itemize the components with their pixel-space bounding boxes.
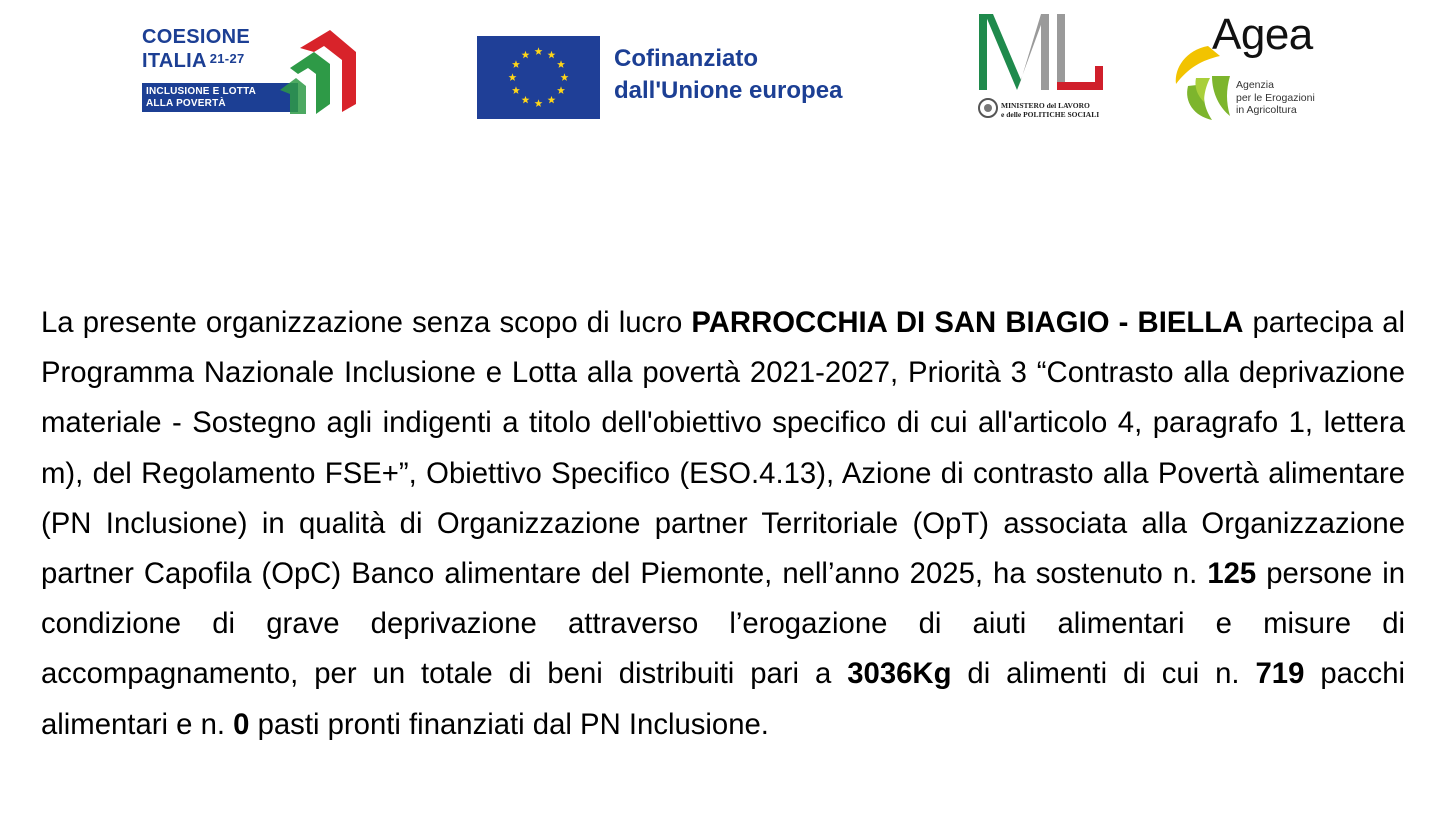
statement-part6: pasti pronti finanziati dal PN Inclusione. (249, 707, 769, 741)
coesione-line2: ITALIA (142, 50, 207, 72)
eu-text-line2: dall'Unione europea (614, 77, 843, 104)
statement-part2: partecipa al Programma Nazionale Inclusione e Lotta alla povertà 2021-2027, Priorità 3 “Contrasto alla deprivazione materiale - Sostegno agli indigenti a titolo dell'obiettivo specifico di cui all'articolo 4, paragrafo 1, lettera m), del Regolamento FSE+”, Obiettivo Specifico (ESO.4.13), Azione di contrasto alla Povertà alimentare (PN Inclusione) in qualità di Organizzazione partner Territoriale (OpT) associata alla Organizzazione partner Capofila (OpC) Banco alimentare del Piemonte, nell’anno 2025, ha sostenuto n. (41, 306, 1405, 591)
coesione-wordmark (142, 26, 250, 72)
eu-text-line1: Cofinanziato (614, 45, 758, 72)
statement-part3: persone in condizione di grave deprivazione attraverso l’erogazione di aiuti alimentari e misure di accompagnamento, per un totale di beni distribuiti pari a (41, 557, 1405, 691)
ministero-caption-line2: e delle POLITICHE SOCIALI (1001, 110, 1100, 119)
agea-caption-line3: in Agricoltura (1236, 104, 1297, 116)
coesione-banner-line1: INCLUSIONE E LOTTA (146, 86, 257, 97)
agea-wordmark: Agea (1212, 10, 1313, 59)
statement-part1: La presente organizzazione senza scopo di lucro (41, 306, 692, 339)
coesione-italia-logo (140, 26, 360, 116)
agea-caption-line1: Agenzia (1236, 79, 1274, 91)
statement-part4: di alimenti di cui n. (951, 657, 1256, 691)
food-packages-count: 719 (1255, 657, 1305, 691)
ministero-caption (1001, 101, 1099, 119)
ministero-caption-line1: MINISTERO del LAVORO (1001, 101, 1090, 110)
statement-part5: pacchi alimentari e n. (41, 657, 1406, 741)
ready-meals-count: 0 (233, 707, 250, 741)
eu-cofinanced-text (614, 43, 842, 107)
coesione-arrow-icon (280, 28, 360, 116)
coesione-line1: COESIONE (142, 26, 250, 48)
funding-statement (41, 298, 1405, 750)
persons-supported-count: 125 (1207, 557, 1257, 591)
coesione-years: 21-27 (209, 51, 245, 66)
agea-caption (1236, 79, 1315, 117)
organization-name: PARROCCHIA DI SAN BIAGIO - BIELLA (691, 306, 1244, 339)
agea-caption-line2: per le Erogazioni (1236, 91, 1315, 104)
eu-flag-icon (477, 36, 600, 119)
coesione-banner-line2: ALLA POVERTÀ (146, 98, 226, 109)
coesione-banner (142, 83, 298, 112)
coesione-line2-row (142, 48, 250, 72)
food-distributed-kg: 3036Kg (847, 657, 952, 691)
